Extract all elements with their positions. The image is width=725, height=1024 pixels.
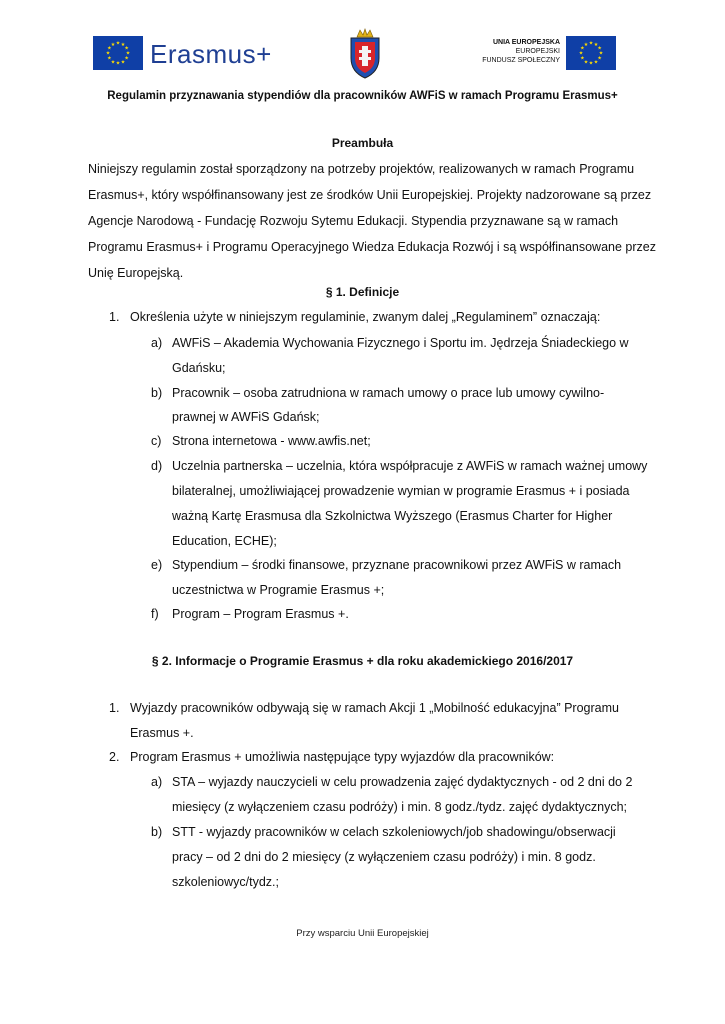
definition-letter: d): [151, 459, 163, 473]
definition-letter: c): [151, 434, 162, 448]
definition-line: prawnej w AWFiS Gdańsk;: [172, 410, 320, 424]
list-number: 2.: [109, 750, 120, 764]
preamble-line: Erasmus+, który współfinansowany jest ze środków Unii Europejskiej. Projekty nadzorowane są przez: [88, 188, 652, 202]
eu-star-icon: ★: [588, 60, 594, 67]
eu-star-icon: ★: [115, 60, 121, 67]
definition-line: ważną Kartę Erasmusa dla Szkolnictwa Wyższego (Erasmus Charter for Higher: [172, 509, 613, 523]
list-item-text: Określenia użyte w niniejszym regulaminie, zwanym dalej „Regulaminem” oznaczają:: [130, 310, 601, 324]
type-line: pracy – od 2 dni do 2 miesięcy (z wyłączeniem czasu podróży) i min. 8 godz.: [172, 850, 596, 864]
eu-star-icon: ★: [124, 45, 129, 52]
footer-note: Przy wsparciu Unii Europejskiej: [296, 928, 429, 939]
header-logos: [0, 28, 725, 84]
eu-star-icon: ★: [105, 50, 111, 57]
eu-star-icon: ★: [124, 55, 129, 62]
definition-letter: a): [151, 336, 163, 350]
type-line: szkoleniowyc/tydz.;: [172, 875, 279, 889]
eu-star-icon: ★: [588, 40, 594, 47]
eu-star-icon: ★: [583, 59, 589, 66]
eu-star-icon: ★: [580, 55, 585, 62]
eu-star-icon: ★: [598, 50, 604, 57]
eu-flag-icon: [566, 36, 616, 70]
section-2-heading: § 2. Informacje o Programie Erasmus + dla roku akademickiego 2016/2017: [151, 654, 574, 668]
eu-star-icon: ★: [110, 41, 116, 48]
eu-star-icon: ★: [583, 41, 589, 48]
preamble-line: Niniejszy regulamin został sporządzony na potrzeby projektów, realizowanych w ramach Programu: [88, 162, 635, 176]
eu-star-icon: ★: [593, 41, 599, 48]
type-letter: b): [151, 825, 163, 839]
list-number: 1.: [109, 310, 120, 324]
eu-star-icon: ★: [593, 59, 599, 66]
eu-star-icon: ★: [107, 45, 112, 52]
list-item-text: Erasmus +.: [130, 726, 194, 740]
eu-star-icon: ★: [120, 59, 126, 66]
eu-flag-icon: [93, 36, 143, 70]
definition-letter: e): [151, 558, 163, 572]
eu-star-icon: ★: [120, 41, 126, 48]
definition-line: Program – Program Erasmus +.: [172, 607, 349, 621]
preamble-line: Unię Europejską.: [88, 266, 184, 280]
type-letter: a): [151, 775, 163, 789]
definition-line: Uczelnia partnerska – uczelnia, która współpracuje z AWFiS w ramach ważnej umowy: [172, 459, 648, 473]
list-item-text: Wyjazdy pracowników odbywają się w ramach Akcji 1 „Mobilność edukacyjna” Programu: [130, 701, 619, 715]
type-line: miesięcy (z wyłączeniem czasu podróży) i min. 8 godz./tydz. zajęć dydaktycznych;: [172, 800, 628, 814]
eu-star-icon: ★: [115, 40, 121, 47]
definition-line: Stypendium – środki finansowe, przyznane pracownikowi przez AWFiS w ramach: [172, 558, 622, 572]
preamble-line: Agencje Narodową - Fundację Rozwoju Sytemu Edukacji. Stypendia przyznawane są w ramach: [88, 214, 619, 228]
definition-letter: f): [151, 607, 159, 621]
definition-line: Pracownik – osoba zatrudniona w ramach umowy o prace lub umowy cywilno-: [172, 386, 605, 400]
definition-line: Education, ECHE);: [172, 534, 277, 548]
type-line: STT - wyjazdy pracowników w celach szkoleniowych/job shadowingu/obserwacji: [172, 825, 616, 839]
university-crest-icon: [347, 28, 383, 80]
eu-star-icon: ★: [125, 50, 131, 57]
eu-star-icon: ★: [580, 45, 585, 52]
document-title: Regulamin przyznawania stypendiów dla pracowników AWFiS w ramach Programu Erasmus+: [107, 90, 618, 102]
erasmus-plus-logo: Erasmus+: [150, 39, 272, 69]
definition-letter: b): [151, 386, 163, 400]
eu-star-icon: ★: [110, 59, 116, 66]
definition-line: Strona internetowa - www.awfis.net;: [172, 434, 371, 448]
section-1-heading: § 1. Definicje: [325, 285, 400, 299]
type-line: STA – wyjazdy nauczycieli w celu prowadzenia zajęć dydaktycznych - od 2 dni do 2: [172, 775, 633, 789]
definition-line: uczestnictwa w Programie Erasmus +;: [172, 583, 385, 597]
eu-star-icon: ★: [597, 55, 602, 62]
definition-line: AWFiS – Akademia Wychowania Fizycznego i Sportu im. Jędrzeja Śniadeckiego w: [172, 336, 629, 350]
list-number: 1.: [109, 701, 120, 715]
preamble-heading: Preambuła: [331, 136, 394, 150]
eu-star-icon: ★: [597, 45, 602, 52]
list-item-text: Program Erasmus + umożliwia następujące typy wyjazdów dla pracowników:: [130, 750, 555, 764]
eu-star-icon: ★: [578, 50, 584, 57]
eu-star-icon: ★: [107, 55, 112, 62]
definition-line: bilateralnej, umożliwiającej prowadzenie wymian w programie Erasmus + i posiada: [172, 484, 630, 498]
definition-line: Gdańsku;: [172, 361, 226, 375]
eu-fund-label: UNIA EUROPEJSKA EUROPEJSKI FUNDUSZ SPOŁECZNY: [482, 39, 560, 64]
preamble-line: Programu Erasmus+ i Programu Operacyjnego Wiedza Edukacja Rozwój i są współfinansowane przez: [88, 240, 656, 254]
